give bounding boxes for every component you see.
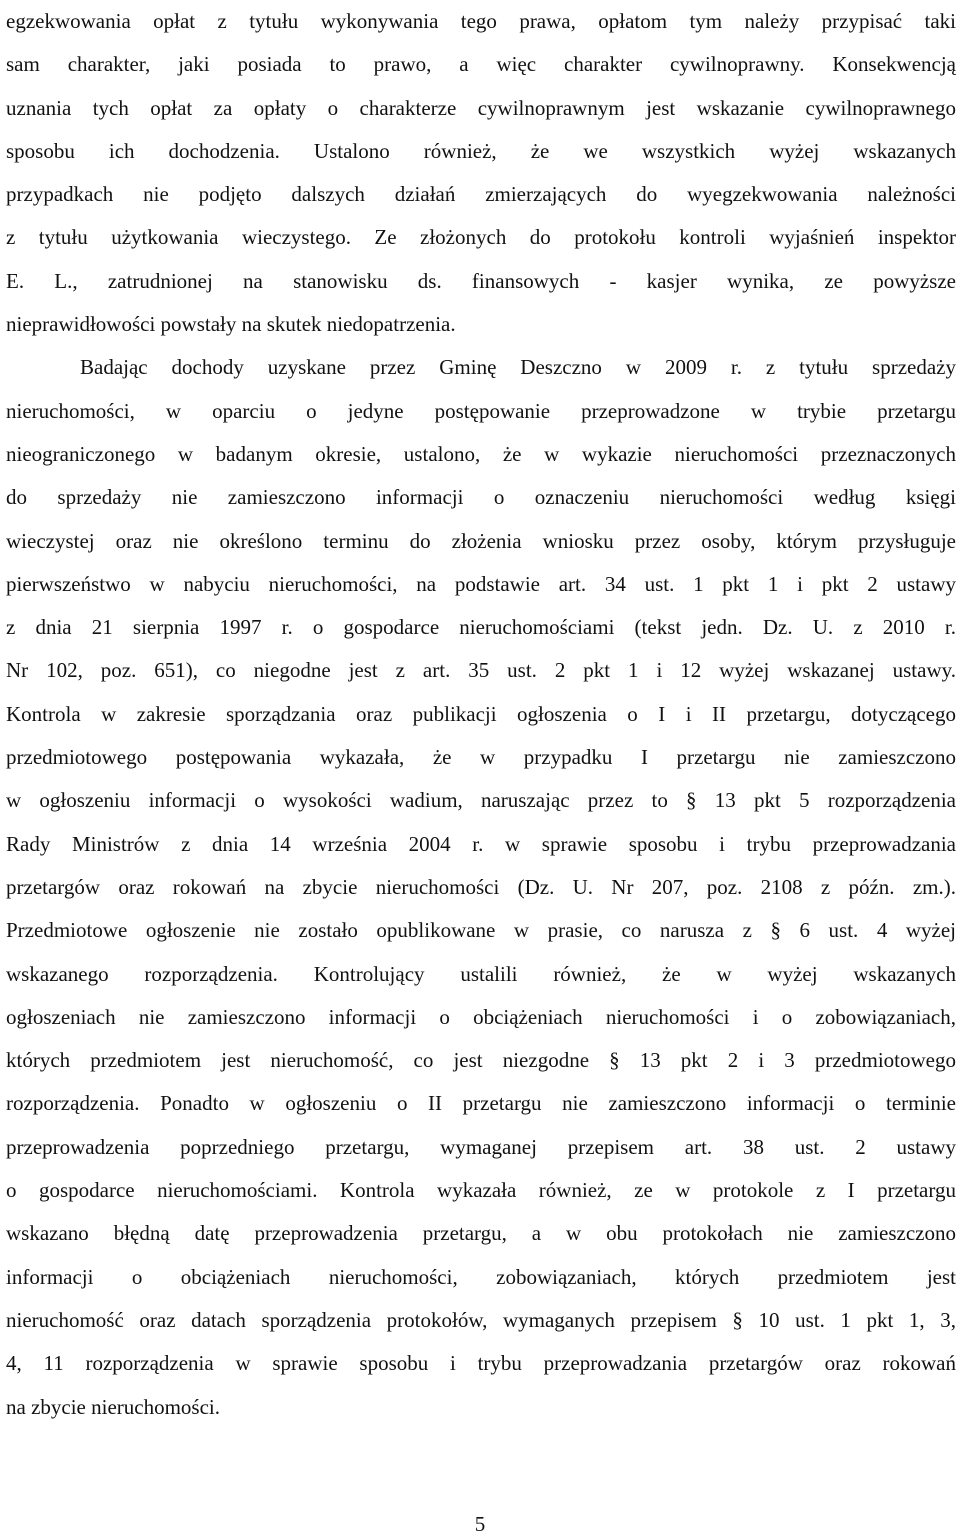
text-line: pierwszeństwo w nabyciu nieruchomości, na podstawie art. 34 ust. 1 pkt 1 i pkt 2 ustawy <box>6 571 956 596</box>
text-line: przedmiotowego postępowania wykazała, że w przypadku I przetargu nie zamieszczono <box>6 745 956 770</box>
text-line: Rady Ministrów z dnia 14 września 2004 r. w sprawie sposobu i trybu przeprowadzania <box>6 831 956 856</box>
text-line: z tytułu użytkowania wieczystego. Ze złożonych do protokołu kontroli wyjaśnień inspektor <box>6 225 956 250</box>
text-line: Kontrola w zakresie sporządzania oraz publikacji ogłoszenia o I i II przetargu, dotyczącego <box>6 701 956 726</box>
text-line: w ogłoszeniu informacji o wysokości wadium, naruszając przez to § 13 pkt 5 rozporządzenia <box>6 788 956 813</box>
text-line: egzekwowania opłat z tytułu wykonywania tego prawa, opłatom tym należy przypisać taki <box>6 9 956 33</box>
text-line: przetargów oraz rokowań na zbycie nieruchomości (Dz. U. Nr 207, poz. 2108 z późn. zm.). <box>6 874 956 899</box>
text-line: nieruchomości, w oparciu o jedyne postępowanie przeprowadzone w trybie przetargu <box>6 398 956 423</box>
text-line: sposobu ich dochodzenia. Ustalono również, że we wszystkich wyżej wskazanych <box>6 138 956 163</box>
text-line: rozporządzenia. Ponadto w ogłoszeniu o II przetargu nie zamieszczono informacji o terminie <box>6 1091 956 1116</box>
text-line: na zbycie nieruchomości. <box>6 1394 220 1419</box>
text-line: informacji o obciążeniach nieruchomości, zobowiązaniach, których przedmiotem jest <box>6 1264 956 1289</box>
text-line: Przedmiotowe ogłoszenie nie zostało opublikowane w prasie, co narusza z § 6 ust. 4 wyżej <box>6 918 956 943</box>
text-line: nieprawidłowości powstały na skutek niedopatrzenia. <box>6 312 456 337</box>
text-line: których przedmiotem jest nieruchomość, co jest niezgodne § 13 pkt 2 i 3 przedmiotowego <box>6 1048 956 1073</box>
text-line: wskazanego rozporządzenia. Kontrolujący ustalili również, że w wyżej wskazanych <box>6 961 956 986</box>
document-body <box>6 0 956 1429</box>
text-line: ogłoszeniach nie zamieszczono informacji o obciążeniach nieruchomości i o zobowiązaniach, <box>6 1004 956 1029</box>
text-line: nieruchomość oraz datach sporządzenia protokołów, wymaganych przepisem § 10 ust. 1 pkt 1, 3, <box>6 1307 956 1332</box>
text-line: 4, 11 rozporządzenia w sprawie sposobu i trybu przeprowadzania przetargów oraz rokowań <box>6 1351 956 1376</box>
text-line: wieczystej oraz nie określono terminu do złożenia wniosku przez osoby, którym przysługuje <box>6 528 956 553</box>
text-line: uznania tych opłat za opłaty o charakterze cywilnoprawnym jest wskazanie cywilnoprawnego <box>6 95 956 120</box>
paragraph-first-line: Badając dochody uzyskane przez Gminę Deszczno w 2009 r. z tytułu sprzedaży <box>80 355 956 380</box>
text-line: o gospodarce nieruchomościami. Kontrola wykazała również, ze w protokole z I przetargu <box>6 1178 956 1203</box>
text-line: przeprowadzenia poprzedniego przetargu, wymaganej przepisem art. 38 ust. 2 ustawy <box>6 1134 956 1159</box>
text-line: z dnia 21 sierpnia 1997 r. o gospodarce nieruchomościami (tekst jedn. Dz. U. z 2010 r. <box>6 615 956 640</box>
text-line: E. L., zatrudnionej na stanowisku ds. finansowych - kasjer wynika, ze powyższe <box>6 268 956 293</box>
text-line: do sprzedaży nie zamieszczono informacji o oznaczeniu nieruchomości według księgi <box>6 485 956 510</box>
text-line: przypadkach nie podjęto dalszych działań zmierzających do wyegzekwowania należności <box>6 182 956 207</box>
text-line: Nr 102, poz. 651), co niegodne jest z art. 35 ust. 2 pkt 1 i 12 wyżej wskazanej ustawy. <box>6 658 956 683</box>
text-line: wskazano błędną datę przeprowadzenia przetargu, a w obu protokołach nie zamieszczono <box>6 1221 956 1246</box>
page-number: 5 <box>474 1512 486 1536</box>
text-line: nieograniczonego w badanym okresie, ustalono, że w wykazie nieruchomości przeznaczonych <box>6 441 956 466</box>
text-line: sam charakter, jaki posiada to prawo, a więc charakter cywilnoprawny. Konsekwencją <box>6 52 956 77</box>
